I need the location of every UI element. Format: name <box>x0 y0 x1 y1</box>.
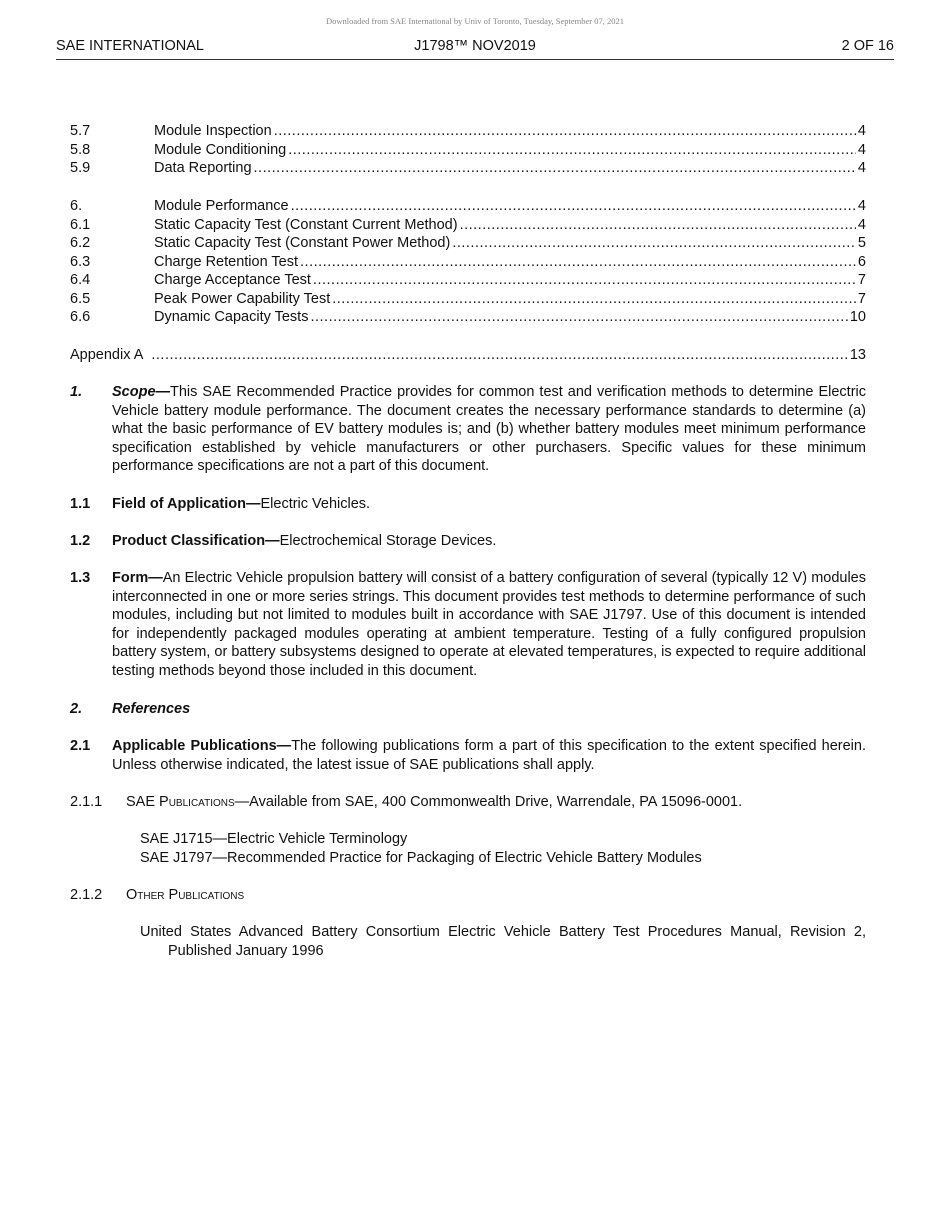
download-notice: Downloaded from SAE International by Univ of Toronto, Tuesday, September 07, 2021 <box>325 16 625 26</box>
toc-title: Dynamic Capacity Tests <box>154 309 309 325</box>
toc-entry[interactable] <box>70 271 866 290</box>
toc-entry[interactable] <box>70 234 866 253</box>
toc-leader <box>452 234 856 253</box>
toc-number: 6.4 <box>70 272 91 288</box>
toc-page: 7 <box>857 272 866 288</box>
toc-title: Data Reporting <box>154 160 252 176</box>
toc-leader <box>300 253 856 272</box>
toc-title: Peak Power Capability Test <box>154 290 331 307</box>
toc-entry[interactable] <box>70 122 866 141</box>
header-rule <box>56 59 894 60</box>
reference-item: United States Advanced Battery Consortium Electric Vehicle Battery Test Procedures Manual, Revision 2, Published January 1996 <box>140 924 866 959</box>
section-number-2-1-1: 2.1.1 <box>70 794 103 810</box>
section-text: Electrochemical Storage Devices. <box>279 533 497 549</box>
toc-number: 5.8 <box>70 141 91 158</box>
header-center: J1798™ NOV2019 <box>414 38 536 54</box>
toc-number: 5.7 <box>70 123 91 139</box>
toc-number: 6.1 <box>70 216 91 233</box>
reference-item: SAE J1715—Electric Vehicle Terminology <box>140 831 408 847</box>
toc-title: Static Capacity Test (Constant Power Method) <box>154 235 451 251</box>
section-text: This SAE Recommended Practice provides for common test and verification methods to determine Electric Vehicle battery module performance. The document creates the necessary performance standards to determine (a) what the basic performance of EV battery modules is; and (b) whether battery modules meet minimum performance specification established by vehicle manufacturers or other purchasers. Specific values for these minimum performance specifications are not a part of this document. <box>112 384 866 475</box>
toc-page: 4 <box>857 123 866 139</box>
section-text: —Available from SAE, 400 Commonwealth Drive, Warrendale, PA 15096-0001. <box>234 794 743 810</box>
toc-number: 6.5 <box>70 290 91 307</box>
section-heading: Form— <box>112 570 163 586</box>
toc-entry[interactable] <box>70 141 866 160</box>
section-1-1 <box>70 495 866 514</box>
toc-title: Charge Retention Test <box>154 253 299 270</box>
toc-page: 4 <box>857 141 866 158</box>
toc-entry[interactable] <box>70 197 866 216</box>
toc-entry[interactable] <box>70 346 866 365</box>
toc-number: 6.6 <box>70 309 91 325</box>
header-page-number: 2 OF 16 <box>841 38 894 54</box>
toc-page: 4 <box>857 216 866 233</box>
section-number: 1.3 <box>70 570 91 586</box>
toc-page: 4 <box>857 198 866 214</box>
section-heading: References <box>112 701 191 717</box>
toc-number: 6. <box>70 198 83 214</box>
toc-entry[interactable] <box>70 216 866 235</box>
toc-page: 6 <box>857 253 866 270</box>
section-2-references <box>70 700 866 719</box>
section-number: 1.2 <box>70 533 91 549</box>
toc-leader <box>274 122 856 141</box>
toc-page: 4 <box>857 160 866 176</box>
section-1-3 <box>70 569 866 681</box>
section-1-2 <box>70 532 866 551</box>
toc-page: 7 <box>857 290 866 307</box>
toc-entry[interactable] <box>70 308 866 327</box>
toc-number: Appendix A <box>70 347 144 363</box>
section-2-1-1 <box>126 793 742 812</box>
section-number: 1. <box>70 384 83 400</box>
toc-leader <box>310 308 847 327</box>
reference-item: SAE J1797—Recommended Practice for Packaging of Electric Vehicle Battery Modules <box>140 850 702 866</box>
section-2-1-2-heading: Other Publications <box>126 887 245 903</box>
toc-entry[interactable] <box>70 159 866 178</box>
section-text: Electric Vehicles. <box>260 496 371 512</box>
toc-title: Module Performance <box>154 198 289 214</box>
header-left: SAE INTERNATIONAL <box>56 38 204 54</box>
toc-leader <box>332 290 856 309</box>
toc-entry[interactable] <box>70 253 866 272</box>
section-heading: Scope— <box>112 384 171 400</box>
toc-number: 6.3 <box>70 253 91 270</box>
section-heading: SAE Publications <box>126 794 235 810</box>
toc-number: 6.2 <box>70 235 91 251</box>
toc-page: 13 <box>849 347 866 363</box>
section-2-1 <box>70 737 866 774</box>
toc-leader <box>254 159 856 178</box>
section-1-scope <box>70 383 866 476</box>
toc-entry[interactable] <box>70 290 866 309</box>
toc-leader <box>291 197 856 216</box>
toc-leader <box>288 141 856 160</box>
section-heading: Applicable Publications— <box>112 738 292 754</box>
section-text: The following publications form a part of this specification to the extent specified herein. Unless otherwise indicated, the latest issue of SAE publications shall apply. <box>112 738 866 773</box>
section-heading: Product Classification— <box>112 533 280 549</box>
section-number: 2.1 <box>70 738 91 754</box>
toc-title: Static Capacity Test (Constant Current Method) <box>154 216 458 233</box>
section-text: An Electric Vehicle propulsion battery will consist of a battery configuration of several (typically 12 V) modules interconnected in one or more series strings. This document provides test methods to determine performance of such modules, including but not limited to modules built in accordance with SAE J1797. Use of this document is intended for independently packaged modules operating at ambient temperature. Testing of a fully configured propulsion battery system, or battery subsystems designed to operate at elevated temperatures, is expected to require additional testing methods beyond those included in this document. <box>112 570 866 679</box>
toc-leader <box>151 346 847 365</box>
toc-title: Charge Acceptance Test <box>154 272 311 288</box>
section-number: 1.1 <box>70 496 91 512</box>
section-number: 2. <box>70 701 83 717</box>
toc-number: 5.9 <box>70 160 91 176</box>
toc-title: Module Conditioning <box>154 141 287 158</box>
section-number-2-1-2: 2.1.2 <box>70 887 103 903</box>
toc-title: Module Inspection <box>154 123 272 139</box>
toc-page: 5 <box>857 235 866 251</box>
toc-leader <box>313 271 856 290</box>
toc-page: 10 <box>849 309 866 325</box>
toc-leader <box>460 216 856 235</box>
section-heading: Field of Application— <box>112 496 261 512</box>
